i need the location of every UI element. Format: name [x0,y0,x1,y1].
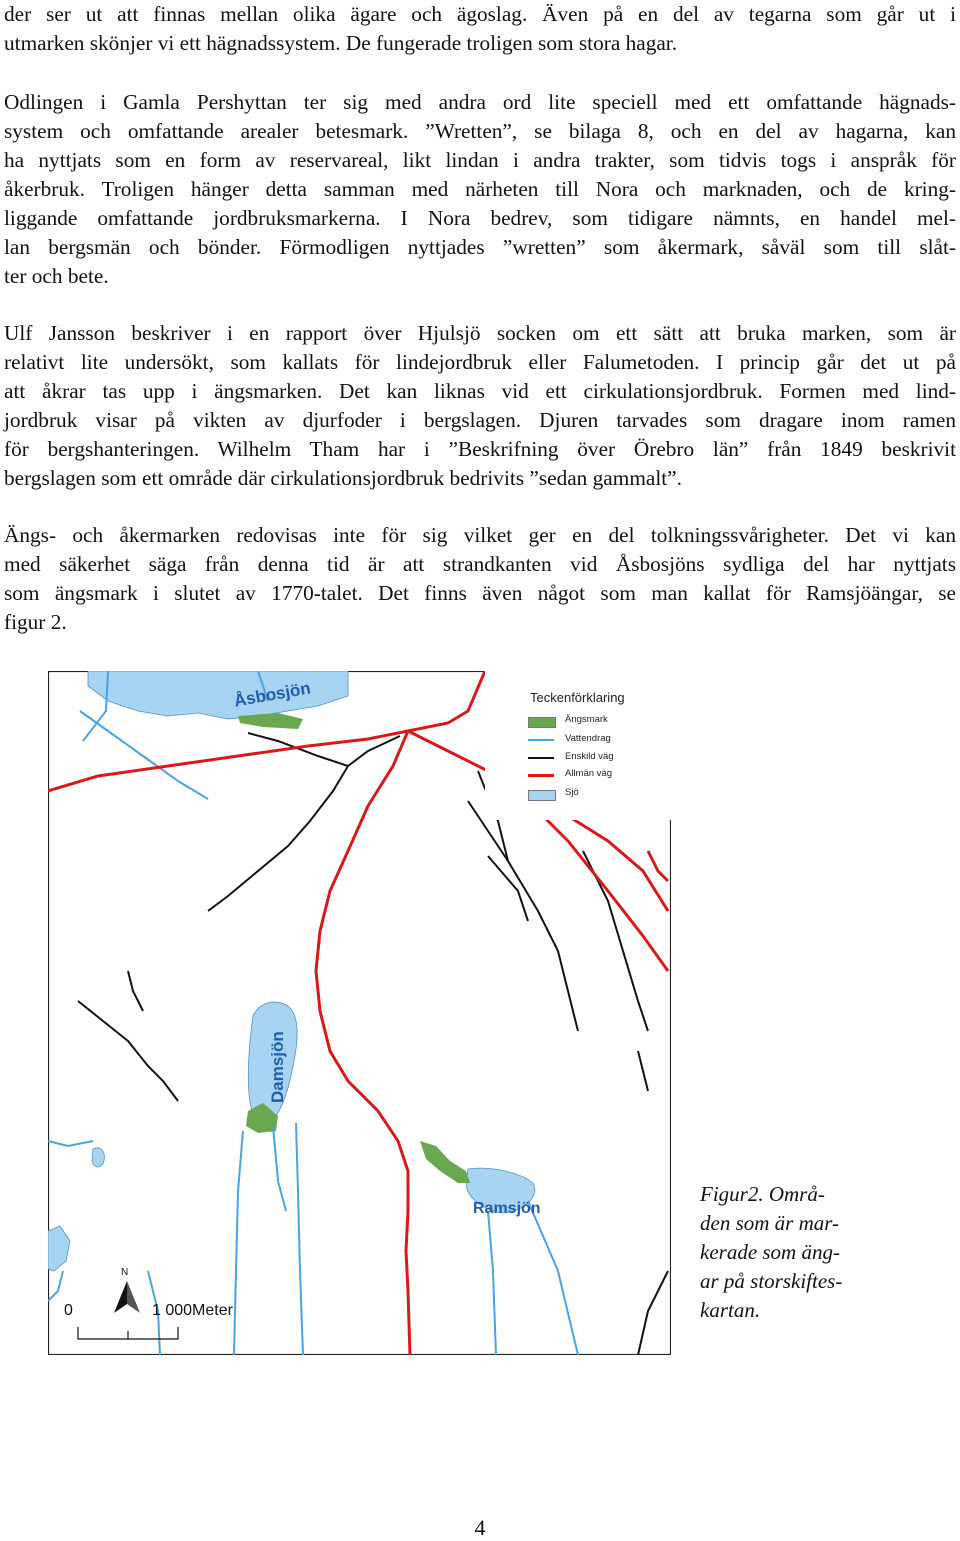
legend-swatch [528,739,554,741]
caption-line: ar på storskiftes- [700,1269,843,1293]
legend-swatch [528,790,556,801]
text-line: figur 2. [4,610,67,634]
text-line: jordbruk visar på vikten av djurfoder i bergslagen. Djuren tarvades som dragare inom ramen [4,408,956,432]
legend-item-lake [528,787,658,801]
legend-swatch [528,774,554,777]
text-line: utmarken skönjer vi ett hägnadssystem. De fungerade troligen som stora hagar. [4,31,678,55]
text-line: med säkerhet säga från denna tid är att strandkanten vid Åsbosjöns sydliga del har nyttjats [4,552,956,576]
caption-line: Figur2. Områ- [700,1182,825,1206]
north-label: N [121,1267,129,1278]
map-legend [520,690,660,810]
legend-item-stream [528,733,658,747]
text-line: system och omfattande arealer betesmark. ”Wretten”, se bilaga 8, och en del av hagarna, kan [4,119,956,143]
text-line: åkerbruk. Troligen hänger detta samman med närheten till Nora och marknaden, och de kring- [4,177,956,201]
legend-label: Ängsmark [565,714,608,725]
text-line: relativt lite undersökt, som kallats för lindejordbruk eller Falumetoden. I princip går det ut på [4,350,956,374]
text-line: Odlingen i Gamla Pershyttan ter sig med andra ord lite speciell med ett omfattande hägnads- [4,90,956,114]
text-line: der ser ut att finnas mellan olika ägare och ägoslag. Även på en del av tegarna som går ut i [4,2,956,26]
legend-swatch [528,717,556,728]
paragraph-3 [4,319,956,493]
scale-zero-label: 0 [64,1302,73,1319]
damsjon-label: Damsjön [268,1031,287,1103]
legend-label: Vattendrag [565,733,611,744]
paragraph-1 [4,0,956,58]
caption-line: den som är mar- [700,1211,839,1235]
caption-line: kerade som äng- [700,1240,840,1264]
legend-item-private-road [528,751,658,765]
text-line: ter och bete. [4,264,109,288]
legend-label: Sjö [565,787,579,798]
asbosjon-label: Åsbosjön [232,678,313,711]
text-line: bergslagen som ett område där cirkulationsjordbruk bedrivits ”sedan gammalt”. [4,466,682,490]
text-line: för bergshanteringen. Wilhelm Tham har i ”Beskrifning över Örebro län” från 1849 beskrivit [4,437,956,461]
legend-title: Teckenförklaring [530,690,625,705]
legend-label: Allmän väg [565,768,612,779]
caption-line: kartan. [700,1298,761,1322]
ramsjon-label: Ramsjön [473,1200,541,1217]
text-line: Ulf Jansson beskriver i en rapport över Hjulsjö socken om ett sätt att bruka marken, som är [4,321,956,345]
text-line: ha nyttjats som en form av reservareal, likt lindan i andra trakter, som tidvis togs i anspråk för [4,148,956,172]
figure-caption [700,1180,900,1325]
legend-swatch [528,757,554,759]
legend-item-meadow [528,714,658,728]
text-line: att åkrar tas upp i ängsmarken. Det kan liknas vid ett cirkulationsjordbruk. Formen med lind- [4,379,956,403]
scale-end-label: 1 000Meter [152,1302,233,1319]
text-line: lan bergsmän och bönder. Förmodligen nyttjades ”wretten” som åkermark, såväl som till slåt- [4,235,956,259]
small-lake [92,1148,104,1167]
text-line: Ängs- och åkermarken redovisas inte för sig vilket ger en del tolkningssvårigheter. Det vi kan [4,523,956,547]
text-line: som ängsmark i slutet av 1770-talet. Det finns även något som man kallat för Ramsjöängar, se [4,581,956,605]
legend-label: Enskild väg [565,751,614,762]
legend-item-public-road [528,768,658,782]
page-number: 4 [474,1515,486,1540]
text-line: liggande omfattande jordbruksmarkerna. I Nora bedrev, som tidigare nämnts, en handel mel- [4,206,956,230]
paragraph-2 [4,88,956,291]
paragraph-4 [4,521,956,637]
